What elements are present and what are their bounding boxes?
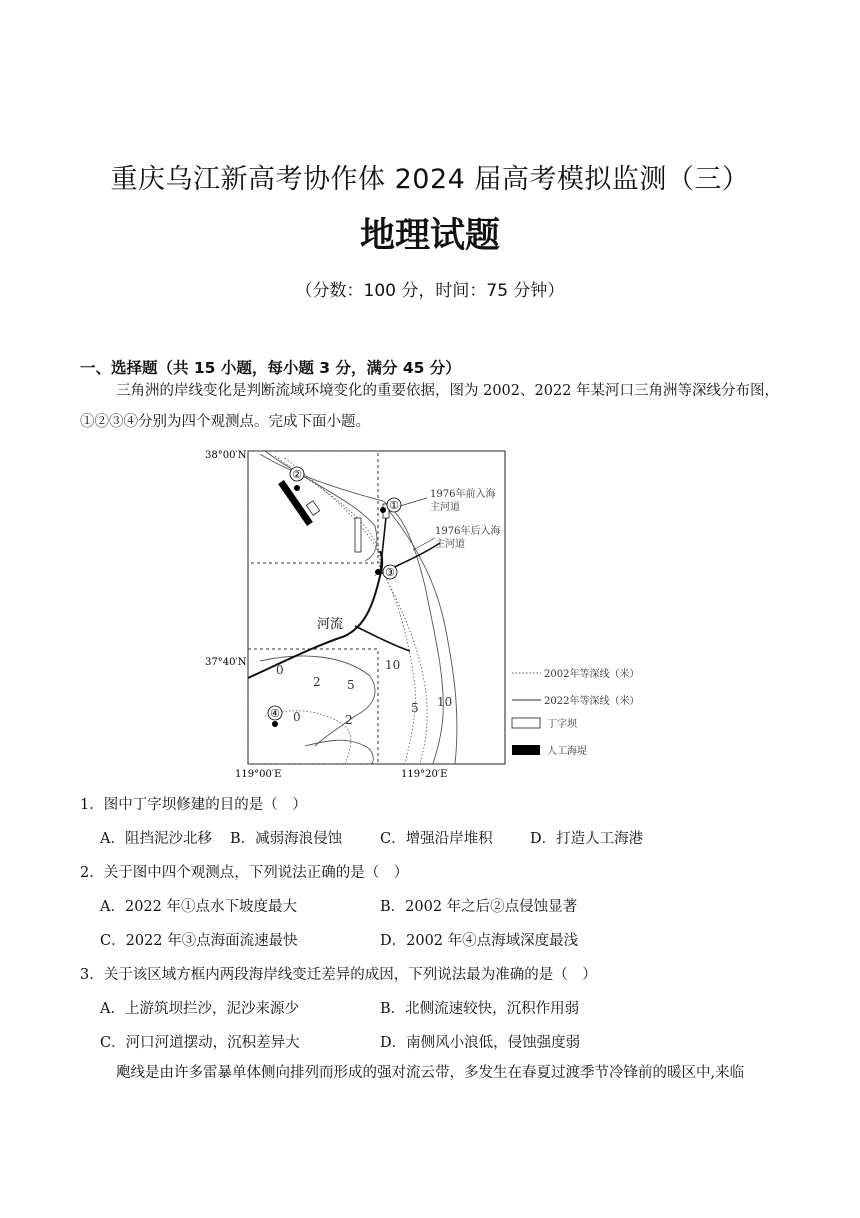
depth-5a: 5 bbox=[347, 678, 355, 692]
depth-0a: 0 bbox=[276, 663, 284, 677]
intro-paragraph bbox=[80, 376, 780, 438]
river-branch bbox=[355, 626, 410, 651]
q2-option-b[interactable]: B．2002 年之后②点侵蚀显著 bbox=[380, 899, 578, 915]
point-3-label: ③ bbox=[385, 566, 395, 579]
lon-left-label: 119°00′E bbox=[235, 769, 282, 780]
legend-dam-swatch bbox=[512, 718, 540, 728]
ann-after-1: 1976年后入海 bbox=[435, 526, 501, 537]
ann-before-2: 主河道 bbox=[430, 502, 460, 513]
south-box bbox=[248, 649, 378, 764]
lat-mid-label: 37°40′N bbox=[205, 657, 247, 668]
depth-2b: 2 bbox=[345, 713, 353, 727]
delta-depth-map bbox=[205, 446, 640, 782]
depth-10b: 10 bbox=[437, 695, 453, 709]
legend-2022-label: 2022年等深线（米） bbox=[544, 696, 640, 707]
legend-2002-label: 2002年等深线（米） bbox=[544, 669, 640, 680]
intro-line-1: 三角洲的岸线变化是判断流域环境变化的重要依据，图为 2002、2022 年某河口三角洲等深线分布图， bbox=[116, 383, 780, 399]
dam-mark-1 bbox=[306, 501, 319, 515]
legend-dam-label: 丁字坝 bbox=[547, 719, 577, 730]
point-4-label: ④ bbox=[270, 707, 280, 720]
legend-seawall-label: 人工海堤 bbox=[547, 746, 587, 757]
depth-0b: 0 bbox=[293, 710, 301, 724]
contour-2022-south-b bbox=[305, 740, 373, 764]
point-3-dot bbox=[375, 569, 381, 575]
subject-title: 地理试题 bbox=[359, 216, 500, 256]
score-time-info: （分数：100 分，时间：75 分钟） bbox=[295, 281, 565, 301]
point-2-dot bbox=[294, 485, 300, 491]
q3-option-d[interactable]: D．南侧风小浪低，侵蚀强度弱 bbox=[380, 1035, 581, 1051]
point-1-label: ① bbox=[389, 499, 399, 512]
q3-option-b[interactable]: B．北侧流速较快，沉积作用弱 bbox=[380, 1001, 580, 1017]
dam-mark-2 bbox=[355, 518, 361, 552]
q2-stem: 2．关于图中四个观测点，下列说法正确的是（ ） bbox=[80, 865, 409, 881]
depth-5b: 5 bbox=[411, 701, 419, 715]
point-2-label: ② bbox=[292, 468, 302, 481]
point-1-dot bbox=[380, 507, 386, 513]
q1-option-b[interactable]: B．减弱海浪侵蚀 bbox=[230, 831, 343, 847]
q2-option-c[interactable]: C．2022 年③点海面流速最快 bbox=[100, 933, 298, 949]
point-4-dot bbox=[272, 721, 278, 727]
lat-top-label: 38°00′N bbox=[205, 450, 247, 461]
depth-10a: 10 bbox=[385, 658, 401, 672]
section-heading: 一、选择题（共 15 小题，每小题 3 分，满分 45 分） bbox=[80, 359, 461, 377]
ann-before-1: 1976年前入海 bbox=[430, 489, 496, 500]
next-passage-text: 飑线是由许多雷暴单体侧向排列而形成的强对流云带，多发生在春夏过渡季节冷锋前的暖区中,来临 bbox=[116, 1065, 745, 1081]
ann-before-leader bbox=[400, 498, 427, 506]
q3-stem: 3．关于该区域方框内两段海岸线变迁差异的成因，下列说法最为准确的是（ ） bbox=[80, 967, 597, 983]
intro-line-2: ①②③④分别为四个观测点。完成下面小题。 bbox=[80, 414, 370, 430]
exam-title: 重庆乌江新高考协作体 2024 届高考模拟监测（三） bbox=[110, 164, 750, 195]
q2-option-d[interactable]: D．2002 年④点海域深度最浅 bbox=[380, 933, 579, 949]
q1-option-d[interactable]: D．打造人工海港 bbox=[530, 831, 644, 847]
legend-seawall-swatch bbox=[512, 745, 540, 755]
q3-option-a[interactable]: A．上游筑坝拦沙，泥沙来源少 bbox=[100, 1001, 299, 1017]
q1-stem: 1．图中丁字坝修建的目的是（ ） bbox=[80, 797, 307, 813]
depth-2a: 2 bbox=[313, 675, 321, 689]
contour-2002-east-b bbox=[390, 586, 427, 764]
q1-option-a[interactable]: A．阻挡泥沙北移 bbox=[100, 831, 212, 847]
river-label: 河流 bbox=[317, 617, 344, 632]
lon-right-label: 119°20′E bbox=[401, 769, 448, 780]
q3-option-c[interactable]: C．河口河道摆动，沉积差异大 bbox=[100, 1035, 300, 1051]
q1-option-c[interactable]: C．增强沿岸堆积 bbox=[380, 831, 493, 847]
q2-option-a[interactable]: A．2022 年①点水下坡度最大 bbox=[100, 899, 297, 915]
ann-after-2: 主河道 bbox=[435, 539, 465, 550]
next-passage bbox=[80, 1058, 780, 1089]
